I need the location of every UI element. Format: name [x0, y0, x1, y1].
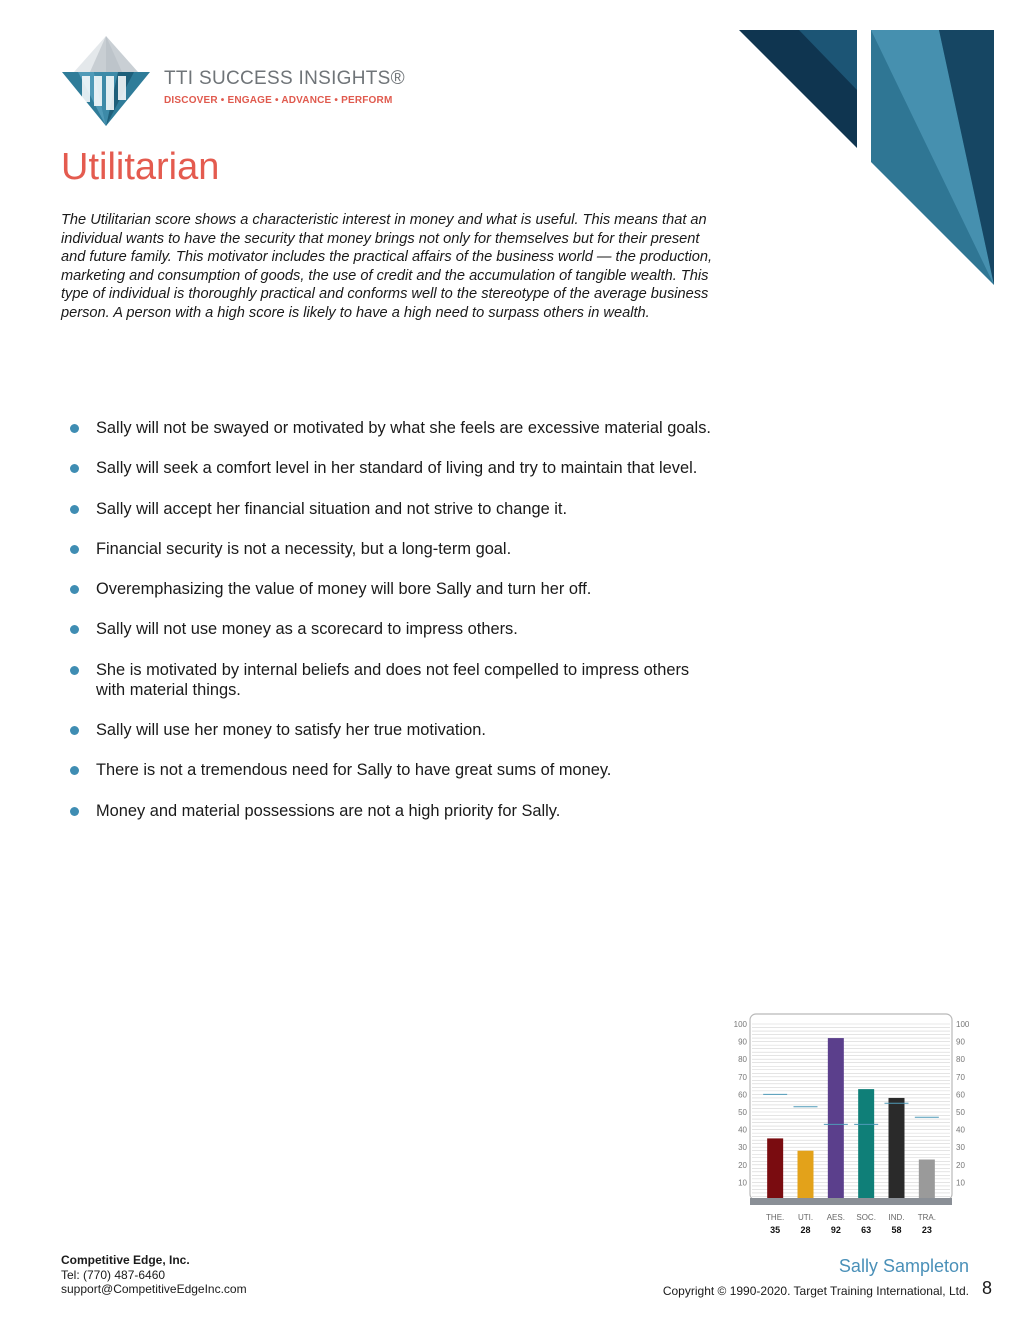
value-label: 35	[770, 1225, 781, 1235]
bullet-dot-icon	[70, 625, 79, 634]
list-item-text: Sally will not use money as a scorecard to impress others.	[96, 620, 518, 639]
bullet-dot-icon	[70, 807, 79, 816]
list-item	[61, 499, 721, 519]
footer-company-block	[61, 1253, 247, 1297]
value-label: 63	[861, 1225, 872, 1235]
bullet-list	[61, 418, 721, 841]
list-item-text: Sally will accept her financial situation and not strive to change it.	[96, 499, 568, 518]
bullet-dot-icon	[70, 505, 79, 514]
footer-person-name: Sally Sampleton	[838, 1256, 969, 1276]
bullet-dot-icon	[70, 585, 79, 594]
category-label: UTI.	[797, 1213, 814, 1222]
y-tick-label-right: 40	[956, 1125, 965, 1135]
category-label: THE.	[766, 1213, 785, 1222]
list-item	[61, 760, 721, 780]
y-tick-label-left: 10	[738, 1178, 747, 1188]
category-label: AES.	[826, 1213, 845, 1222]
tti-logo	[58, 34, 438, 130]
motivators-bar-chart	[720, 1010, 980, 1240]
list-item	[61, 660, 721, 700]
corner-decoration	[739, 30, 994, 285]
bullet-dot-icon	[70, 766, 79, 775]
category-label: SOC.	[856, 1213, 876, 1222]
footer-copyright: Copyright © 1990-2020. Target Training International, Ltd.	[662, 1284, 969, 1298]
y-tick-label-left: 70	[738, 1072, 747, 1082]
y-tick-label-left: 90	[738, 1037, 747, 1047]
section-intro: The Utilitarian score shows a characteristic interest in money and what is useful. This means that an individual wants to have the security that money brings not only for themselves but for their present and future family. This motivator includes the practical affairs of the business world — the production, marketing and consumption of goods, the use of credit and the accumulation of tangible wealth. This type of individual is thoroughly practical and conforms well to the stereotype of the average business person. A person with a high score is likely to have a high need to surpass others in wealth.	[61, 212, 713, 321]
list-item	[61, 539, 721, 559]
value-label: 58	[891, 1225, 902, 1235]
y-tick-label-left: 40	[738, 1125, 747, 1135]
bullet-dot-icon	[70, 726, 79, 735]
list-item-text: Sally will seek a comfort level in her standard of living and try to maintain that level.	[96, 459, 698, 478]
list-item-text: Overemphasizing the value of money will bore Sally and turn her off.	[96, 580, 592, 599]
list-item-text: Sally will use her money to satisfy her true motivation.	[96, 721, 486, 740]
bar-the	[767, 1138, 783, 1198]
list-item	[61, 458, 721, 478]
y-tick-label-right: 80	[956, 1055, 965, 1065]
bar-aes	[828, 1038, 844, 1198]
list-item-text: Financial security is not a necessity, but a long-term goal.	[96, 539, 512, 558]
y-tick-label-right: 20	[956, 1160, 965, 1170]
bar-tra	[919, 1160, 935, 1198]
y-tick-label-left: 60	[738, 1090, 747, 1100]
footer-email: support@CompetitiveEdgeInc.com	[61, 1282, 247, 1296]
bullet-dot-icon	[70, 666, 79, 675]
y-tick-label-left: 100	[733, 1020, 747, 1029]
category-label: TRA.	[917, 1213, 936, 1222]
y-tick-label-right: 90	[956, 1037, 965, 1047]
category-label: IND.	[888, 1213, 905, 1222]
list-item	[61, 579, 721, 599]
value-label: 23	[921, 1225, 932, 1235]
list-item	[61, 418, 721, 438]
footer-company-name: Competitive Edge, Inc.	[61, 1253, 190, 1267]
list-item-text: She is motivated by internal beliefs and does not feel compelled to impress others with material things.	[96, 660, 690, 699]
y-tick-label-right: 60	[956, 1090, 965, 1100]
y-tick-label-right: 100	[956, 1020, 970, 1029]
bar-uti	[798, 1151, 814, 1198]
y-tick-label-left: 50	[738, 1108, 747, 1117]
bullet-dot-icon	[70, 545, 79, 554]
y-tick-label-left: 30	[738, 1143, 747, 1153]
footer-tel: Tel: (770) 487-6460	[61, 1267, 166, 1282]
y-tick-label-left: 20	[738, 1160, 747, 1170]
y-tick-label-right: 50	[956, 1108, 965, 1117]
bullet-dot-icon	[70, 464, 79, 473]
section-title: Utilitarian	[61, 146, 220, 188]
brand-name: TTI SUCCESS INSIGHTS®	[164, 68, 405, 89]
list-item-text: There is not a tremendous need for Sally to have great sums of money.	[96, 761, 612, 780]
y-tick-label-right: 10	[956, 1178, 965, 1188]
list-item	[61, 720, 721, 740]
y-tick-label-left: 80	[738, 1055, 747, 1065]
y-tick-label-right: 30	[956, 1143, 965, 1153]
list-item	[61, 801, 721, 821]
list-item-text: Sally will not be swayed or motivated by what she feels are excessive material goals.	[96, 419, 711, 437]
list-item-text: Money and material possessions are not a high priority for Sally.	[96, 801, 561, 820]
value-label: 92	[830, 1225, 841, 1235]
y-tick-label-right: 70	[956, 1072, 965, 1082]
value-label: 28	[800, 1225, 811, 1235]
bullet-dot-icon	[70, 424, 79, 433]
brand-tagline: DISCOVER • ENGAGE • ADVANCE • PERFORM	[164, 95, 393, 106]
bar-ind	[889, 1098, 905, 1198]
page-number: 8	[981, 1278, 992, 1298]
diamond-logo-icon	[58, 34, 154, 130]
chart-baseline	[750, 1198, 952, 1205]
bar-soc	[858, 1089, 874, 1198]
list-item	[61, 619, 721, 639]
